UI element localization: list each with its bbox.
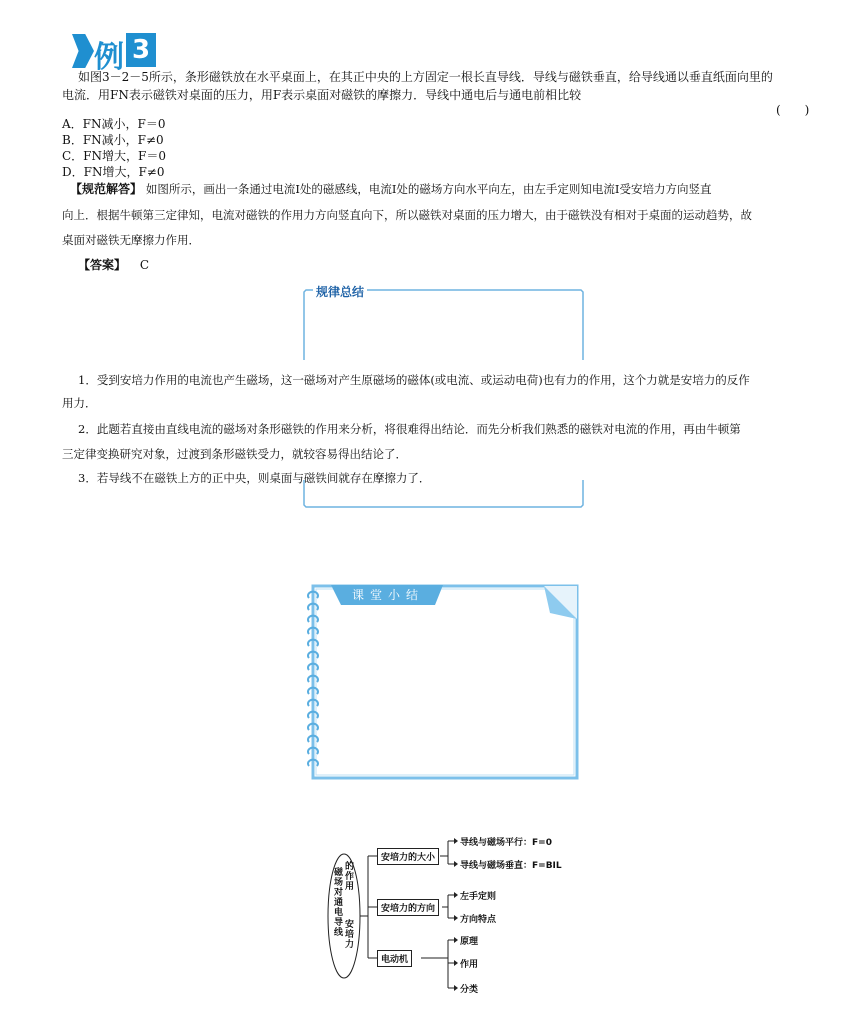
mindmap-branch-motor: 电动机 [377,950,412,967]
example-number: 3 [126,33,156,67]
mindmap-leaf: 原理 [460,937,479,947]
mindmap-leaf: 分类 [460,985,479,995]
example-arrow-icon [72,34,94,68]
mindmap-branch-force-direction: 安培力的方向 [377,899,439,916]
solution-block [70,180,711,198]
solution-line-1: 如图所示，画出一条通过电流I处的磁感线，电流I处的磁场方向水平向左，由左手定则知电流I受安培力方向竖直 [145,182,712,196]
rule-2-line-2: 三定律变换研究对象，过渡到条形磁铁受力，就较容易得出结论了． [62,447,407,461]
mindmap-leaf: 方向特点 [460,915,497,925]
mindmap-leaf: 导线与磁场平行：F=0 [460,838,552,848]
option-d: D．FN增大，F≠0 [62,165,165,179]
solution-line-3: 桌面对磁铁无摩擦力作用． [62,233,200,247]
rule-3: 3．若导线不在磁铁上方的正中央，则桌面与磁铁间就存在摩擦力了． [78,471,431,485]
rule-summary-title: 规律总结 [313,283,367,300]
answer-bracket: ( ) [776,103,810,117]
question-line-2: 电流．用FN表示磁铁对桌面的压力，用F表示桌面对磁铁的摩擦力．导线中通电后与通电前相比较 [62,88,582,102]
mindmap-branch-force-magnitude: 安培力的大小 [377,848,439,865]
mindmap-root-col-3: 安培力 [345,920,355,950]
rule-1-line-1: 1．受到安培力作用的电流也产生磁场，这一磁场对产生原磁场的磁体(或电流、或运动电荷)也有力的作用，这个力就是安培力的反作 [78,373,750,387]
mindmap-root-col-2: 的作用 [345,862,355,892]
question-line-1: 如图3－2－5所示，条形磁铁放在水平桌面上，在其正中央的上方固定一根长直导线．导线与磁铁垂直，给导线通以垂直纸面向里的 [78,70,773,84]
mindmap-leaf: 导线与磁场垂直：F=BIL [460,861,562,871]
option-c: C．FN增大，F＝0 [62,149,166,163]
rule-2-line-1: 2．此题若直接由直线电流的磁场对条形磁铁的作用来分析，将很难得出结论．而先分析我们熟悉的磁铁对电流的作用，再由牛顿第 [78,422,741,436]
answer-value: C [139,258,150,272]
answer-label: 【答案】 [78,258,127,272]
mindmap-leaf: 作用 [460,960,479,970]
summary-title: 课堂小结 [351,588,424,602]
example-label: 例 [94,40,125,75]
rule-1-line-2: 用力． [62,396,97,410]
rule-box-frame-bottom [303,480,584,508]
answer-block [78,256,149,274]
option-a: A．FN减小，F＝0 [62,117,166,131]
solution-label: 【规范解答】 [70,182,143,196]
solution-line-2: 向上．根据牛顿第三定律知，电流对磁铁的作用力方向竖直向下，所以磁铁对桌面的压力增大，由于磁铁没有相对于桌面的运动趋势，故 [62,208,752,222]
mindmap-leaf: 左手定则 [460,892,497,902]
summary-notebook-frame [305,583,580,781]
option-b: B．FN减小，F≠0 [62,133,164,147]
mindmap-root-col-1: 磁场对通电导线 [334,868,344,938]
